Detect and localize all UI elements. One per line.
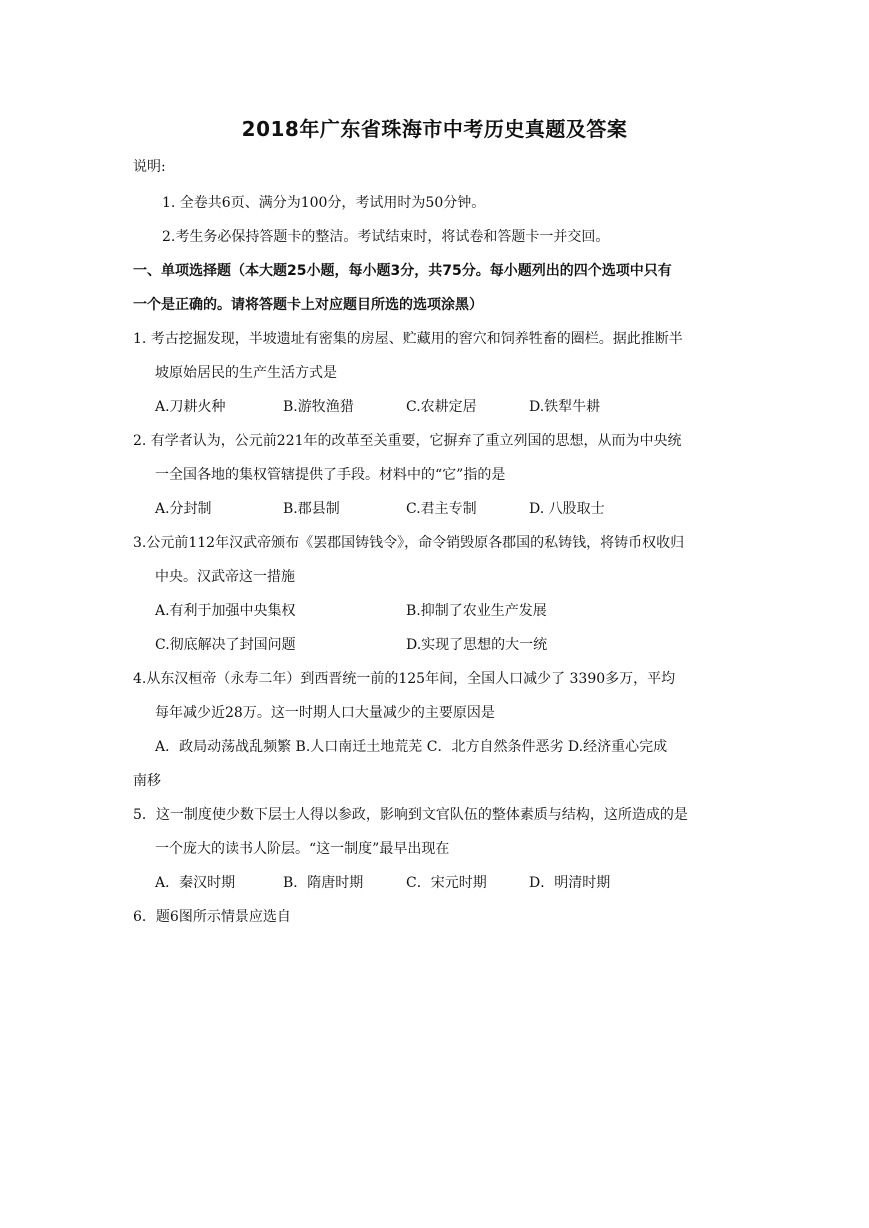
question-5-line-1: 5．这一制度使少数下层士人得以参政，影响到文官队伍的整体素质与结构，这所造成的是 bbox=[133, 807, 688, 823]
question-6-line-1: 6．题6图所示情景应选自 bbox=[133, 909, 291, 925]
question-3-line-2: 中央。汉武帝这一措施 bbox=[155, 569, 295, 585]
note-label: 说明: bbox=[133, 159, 166, 175]
page-title: 2018年广东省珠海市中考历史真题及答案 bbox=[241, 117, 628, 141]
question-5-option-d: D．明清时期 bbox=[529, 875, 611, 891]
section-heading-line-2: 一个是正确的。请将答题卡上对应题目所选的选项涂黑） bbox=[133, 297, 483, 313]
question-5-option-b: B．隋唐时期 bbox=[283, 875, 364, 891]
question-4-line-2: 每年减少近28万。这一时期人口大量减少的主要原因是 bbox=[155, 705, 495, 721]
question-1-option-b: B.游牧渔猎 bbox=[283, 399, 354, 415]
question-4-line-1: 4.从东汉桓帝（永寿二年）到西晋统一前的125年间，全国人口减少了 3390多万，平均 bbox=[133, 671, 676, 687]
question-2-option-c: C.君主专制 bbox=[406, 501, 477, 517]
question-2-line-1: 2. 有学者认为，公元前221年的改革至关重要，它摒弃了重立列国的思想，从而为中央统 bbox=[133, 433, 682, 449]
question-4-options: A．政局动荡战乱频繁 B.人口南迁土地荒芜 C．北方自然条件恶劣 D.经济重心完成 bbox=[155, 739, 668, 755]
question-2-option-a: A.分封制 bbox=[155, 501, 212, 517]
question-1-option-d: D.铁犁牛耕 bbox=[529, 399, 601, 415]
question-3-option-c: C.彻底解决了封国问题 bbox=[155, 637, 296, 653]
section-heading-line-1: 一、单项选择题（本大题25小题，每小题3分，共75分。每小题列出的四个选项中只有 bbox=[133, 263, 672, 279]
question-2-option-d: D. 八股取士 bbox=[529, 501, 605, 517]
question-3-option-b: B.抑制了农业生产发展 bbox=[406, 603, 547, 619]
question-1-line-1: 1. 考古挖掘发现，半坡遗址有密集的房屋、贮藏用的窖穴和饲养牲畜的圈栏。据此推断半 bbox=[133, 331, 683, 347]
question-3-option-a: A.有利于加强中央集权 bbox=[155, 603, 296, 619]
question-1-line-2: 坡原始居民的生产生活方式是 bbox=[155, 365, 337, 381]
question-5-option-a: A．秦汉时期 bbox=[155, 875, 236, 891]
question-1-option-a: A.刀耕火种 bbox=[155, 399, 226, 415]
question-2-line-2: 一全国各地的集权管辖提供了手段。材料中的“它”指的是 bbox=[155, 467, 506, 483]
question-3-line-1: 3.公元前112年汉武帝颁布《罢郡国铸钱令》，命令销毁原各郡国的私铸钱，将铸币权收归 bbox=[133, 535, 685, 551]
question-3-option-d: D.实现了思想的大一统 bbox=[406, 637, 548, 653]
question-5-option-c: C．宋元时期 bbox=[406, 875, 487, 891]
question-5-line-2: 一个庞大的读书人阶层。“这一制度”最早出现在 bbox=[155, 841, 450, 857]
question-1-option-c: C.农耕定居 bbox=[406, 399, 477, 415]
note-item-1: 1. 全卷共6页、满分为100分，考试用时为50分钟。 bbox=[162, 195, 486, 211]
note-item-2: 2.考生务必保持答题卡的整洁。考试结束时，将试卷和答题卡一并交回。 bbox=[162, 229, 610, 245]
question-4-options-wrap: 南移 bbox=[133, 773, 161, 789]
question-2-option-b: B.郡县制 bbox=[283, 501, 340, 517]
